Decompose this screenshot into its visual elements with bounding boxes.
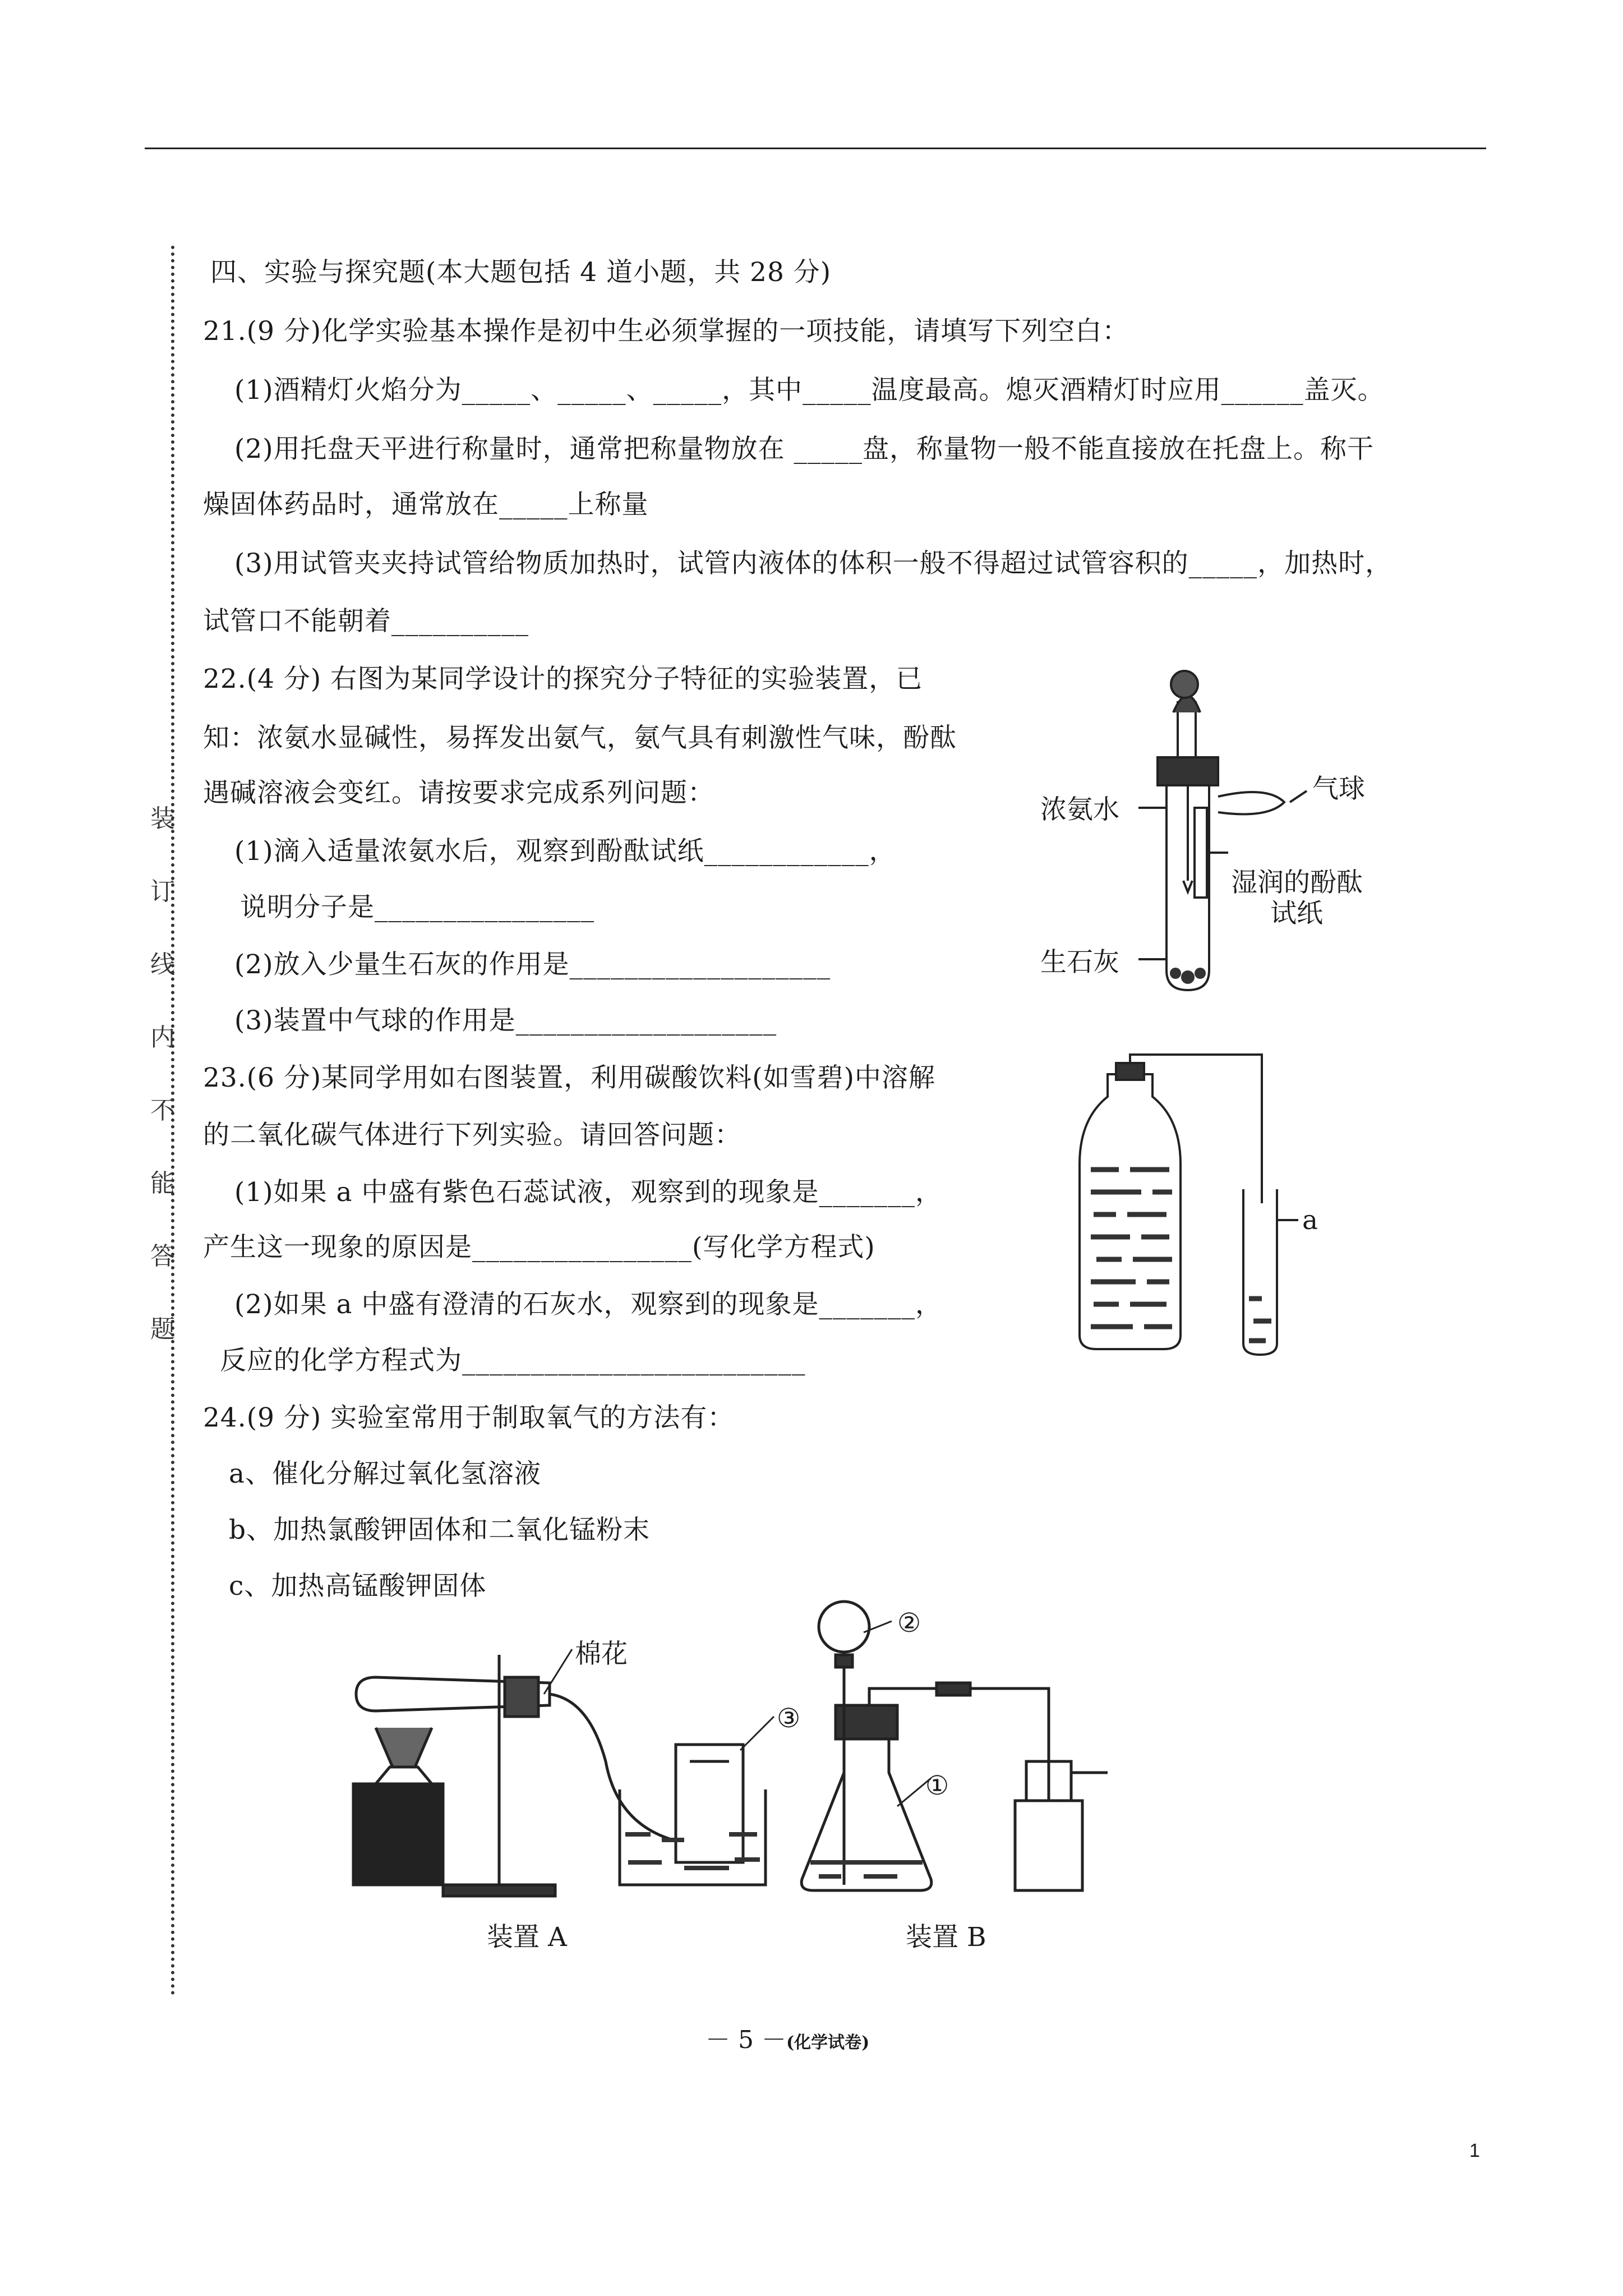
q24-method-b: b、加热氯酸钾固体和二氧化锰粉末: [229, 1515, 651, 1545]
label-cotton: 棉花: [575, 1639, 628, 1669]
q22-stem-line3: 遇碱溶液会变红。请按要求完成系列问题：: [203, 777, 714, 808]
label-circled-2: ②: [897, 1608, 921, 1639]
q22-stem-line1: 22.(4 分) 右图为某同学设计的探究分子特征的实验装置，已: [203, 664, 923, 694]
q22-part3: (3)装置中气球的作用是___________________: [234, 1005, 777, 1036]
binding-char: 答: [150, 1242, 175, 1271]
q21-part1: (1)酒精灯火焰分为_____、_____、_____，其中_____温度最高。熄灭酒精灯时应用______盖灭。: [234, 375, 1385, 406]
label-phenolphthalein-paper-2: 试纸: [1270, 898, 1323, 929]
label-circled-3: ③: [777, 1703, 801, 1734]
q22-stem-line2: 知：浓氨水显碱性，易挥发出氨气，氨气具有刺激性气味，酚酞: [203, 723, 957, 753]
q21-stem: 21.(9 分)化学实验基本操作是初中生必须掌握的一项技能，请填写下列空白：: [203, 316, 1129, 347]
label-phenolphthalein-paper: 湿润的酚酞: [1231, 867, 1363, 898]
binding-char: 题: [150, 1315, 175, 1343]
q23-part2-cont: 反应的化学方程式为_________________________: [220, 1345, 806, 1376]
q24-stem: 24.(9 分) 实验室常用于制取氧气的方法有：: [203, 1402, 735, 1433]
q23-part1-cont: 产生这一现象的原因是________________(写化学方程式): [203, 1232, 875, 1263]
header-divider: [145, 148, 1486, 149]
q22-part2: (2)放入少量生石灰的作用是___________________: [234, 949, 831, 980]
binding-char: 不: [150, 1096, 175, 1125]
label-balloon: 气球: [1312, 774, 1365, 804]
q23-part1: (1)如果 a 中盛有紫色石蕊试液，观察到的现象是_______，: [234, 1177, 942, 1208]
q23-stem-line1: 23.(6 分)某同学用如右图装置，利用碳酸饮料(如雪碧)中溶解: [203, 1062, 935, 1093]
binding-char: 内: [150, 1023, 175, 1052]
label-a: a: [1302, 1205, 1318, 1236]
q22-part1-cont: 说明分子是________________: [240, 892, 594, 923]
q21-part2: (2)用托盘天平进行称量时，通常把称量物放在 _____盘，称量物一般不能直接放在托盘上。称干: [234, 434, 1375, 464]
q21-part3-cont: 试管口不能朝着__________: [203, 606, 529, 637]
section-title: 四、实验与探究题(本大题包括 4 道小题，共 28 分): [210, 257, 832, 288]
q23-stem-line2: 的二氧化碳气体进行下列实验。请回答问题：: [203, 1120, 741, 1151]
label-circled-1: ①: [925, 1770, 949, 1801]
q22-apparatus-figure: [1043, 668, 1391, 993]
q24-method-a: a、催化分解过氧化氢溶液: [229, 1458, 542, 1489]
q21-part3: (3)用试管夹夹持试管给物质加热时，试管内液体的体积一般不得超过试管容积的_____，加热时，: [234, 548, 1393, 579]
caption-apparatus-a: 装置 A: [487, 1922, 567, 1953]
q24-apparatus-figure: [336, 1593, 1133, 1907]
page-number: － 5 －(化学试卷): [706, 2026, 870, 2054]
q22-part1: (1)滴入适量浓氨水后，观察到酚酞试纸____________，: [234, 836, 896, 867]
binding-char: 线: [150, 950, 175, 979]
label-quicklime: 生石灰: [1040, 947, 1119, 978]
binding-char: 订: [150, 877, 175, 906]
corner-page-number: 1: [1469, 2140, 1480, 2161]
label-ammonia: 浓氨水: [1040, 794, 1119, 825]
q24-method-c: c、加热高锰酸钾固体: [229, 1571, 487, 1602]
binding-char: 装: [150, 804, 175, 833]
binding-char: 能: [150, 1169, 175, 1198]
q23-part2: (2)如果 a 中盛有澄清的石灰水，观察到的现象是_______，: [234, 1289, 942, 1320]
q21-part2-cont: 燥固体药品时，通常放在_____上称量: [203, 489, 649, 520]
caption-apparatus-b: 装置 B: [906, 1922, 986, 1953]
